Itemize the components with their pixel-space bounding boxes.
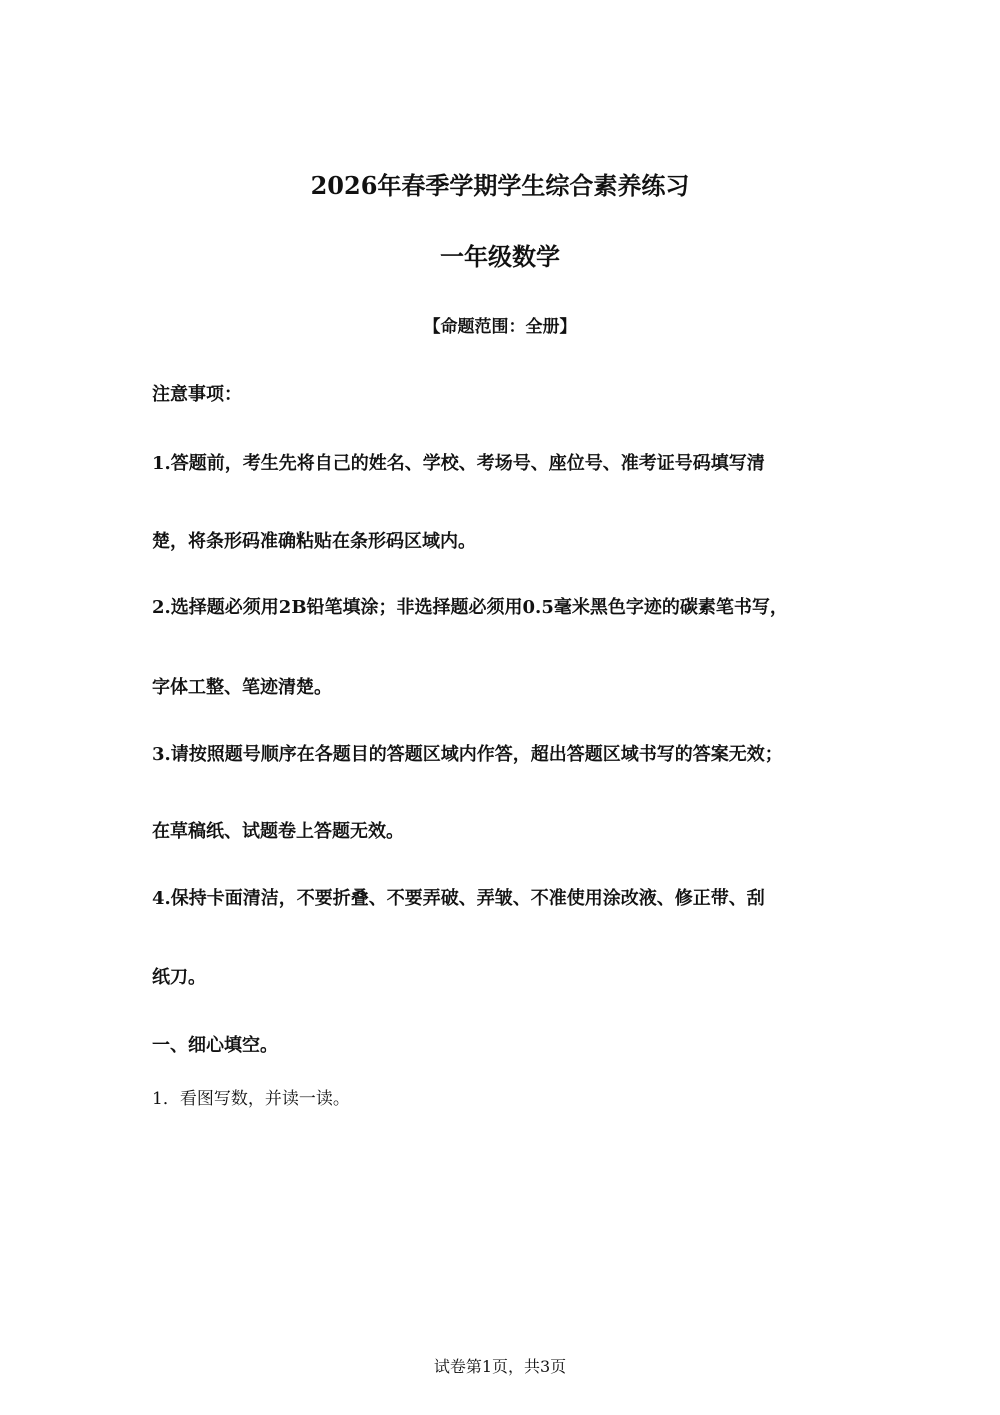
exam-title: 2026年春季学期学生综合素养练习 bbox=[310, 171, 690, 200]
exam-scope: 【命题范围：全册】 bbox=[423, 317, 577, 337]
page-footer: 试卷第1页，共3页 bbox=[433, 1357, 567, 1376]
notice-item-2-line-2: 字体工整、笔迹清楚。 bbox=[152, 677, 332, 698]
notice-item-4-line-1: 4.保持卡面清洁，不要折叠、不要弄破、弄皱、不准使用涂改液、修正带、刮 bbox=[152, 888, 765, 909]
notice-item-1-line-2: 楚，将条形码准确粘贴在条形码区域内。 bbox=[152, 531, 476, 552]
notice-item-2-line-1: 2.选择题必须用2B铅笔填涂；非选择题必须用0.5毫米黑色字迹的碳素笔书写， bbox=[152, 597, 788, 618]
notice-item-1-line-1: 1.答题前，考生先将自己的姓名、学校、考场号、座位号、准考证号码填写清 bbox=[152, 453, 765, 474]
question-1: 1．看图写数，并读一读。 bbox=[152, 1089, 350, 1109]
exam-subtitle: 一年级数学 bbox=[440, 242, 560, 271]
notice-item-3-line-1: 3.请按照题号顺序在各题目的答题区域内作答，超出答题区域书写的答案无效； bbox=[152, 744, 783, 765]
notice-item-4-line-2: 纸刀。 bbox=[152, 967, 206, 988]
notice-item-3-line-2: 在草稿纸、试题卷上答题无效。 bbox=[152, 821, 404, 842]
notice-heading: 注意事项： bbox=[152, 384, 242, 405]
section-heading: 一、细心填空。 bbox=[152, 1035, 278, 1056]
